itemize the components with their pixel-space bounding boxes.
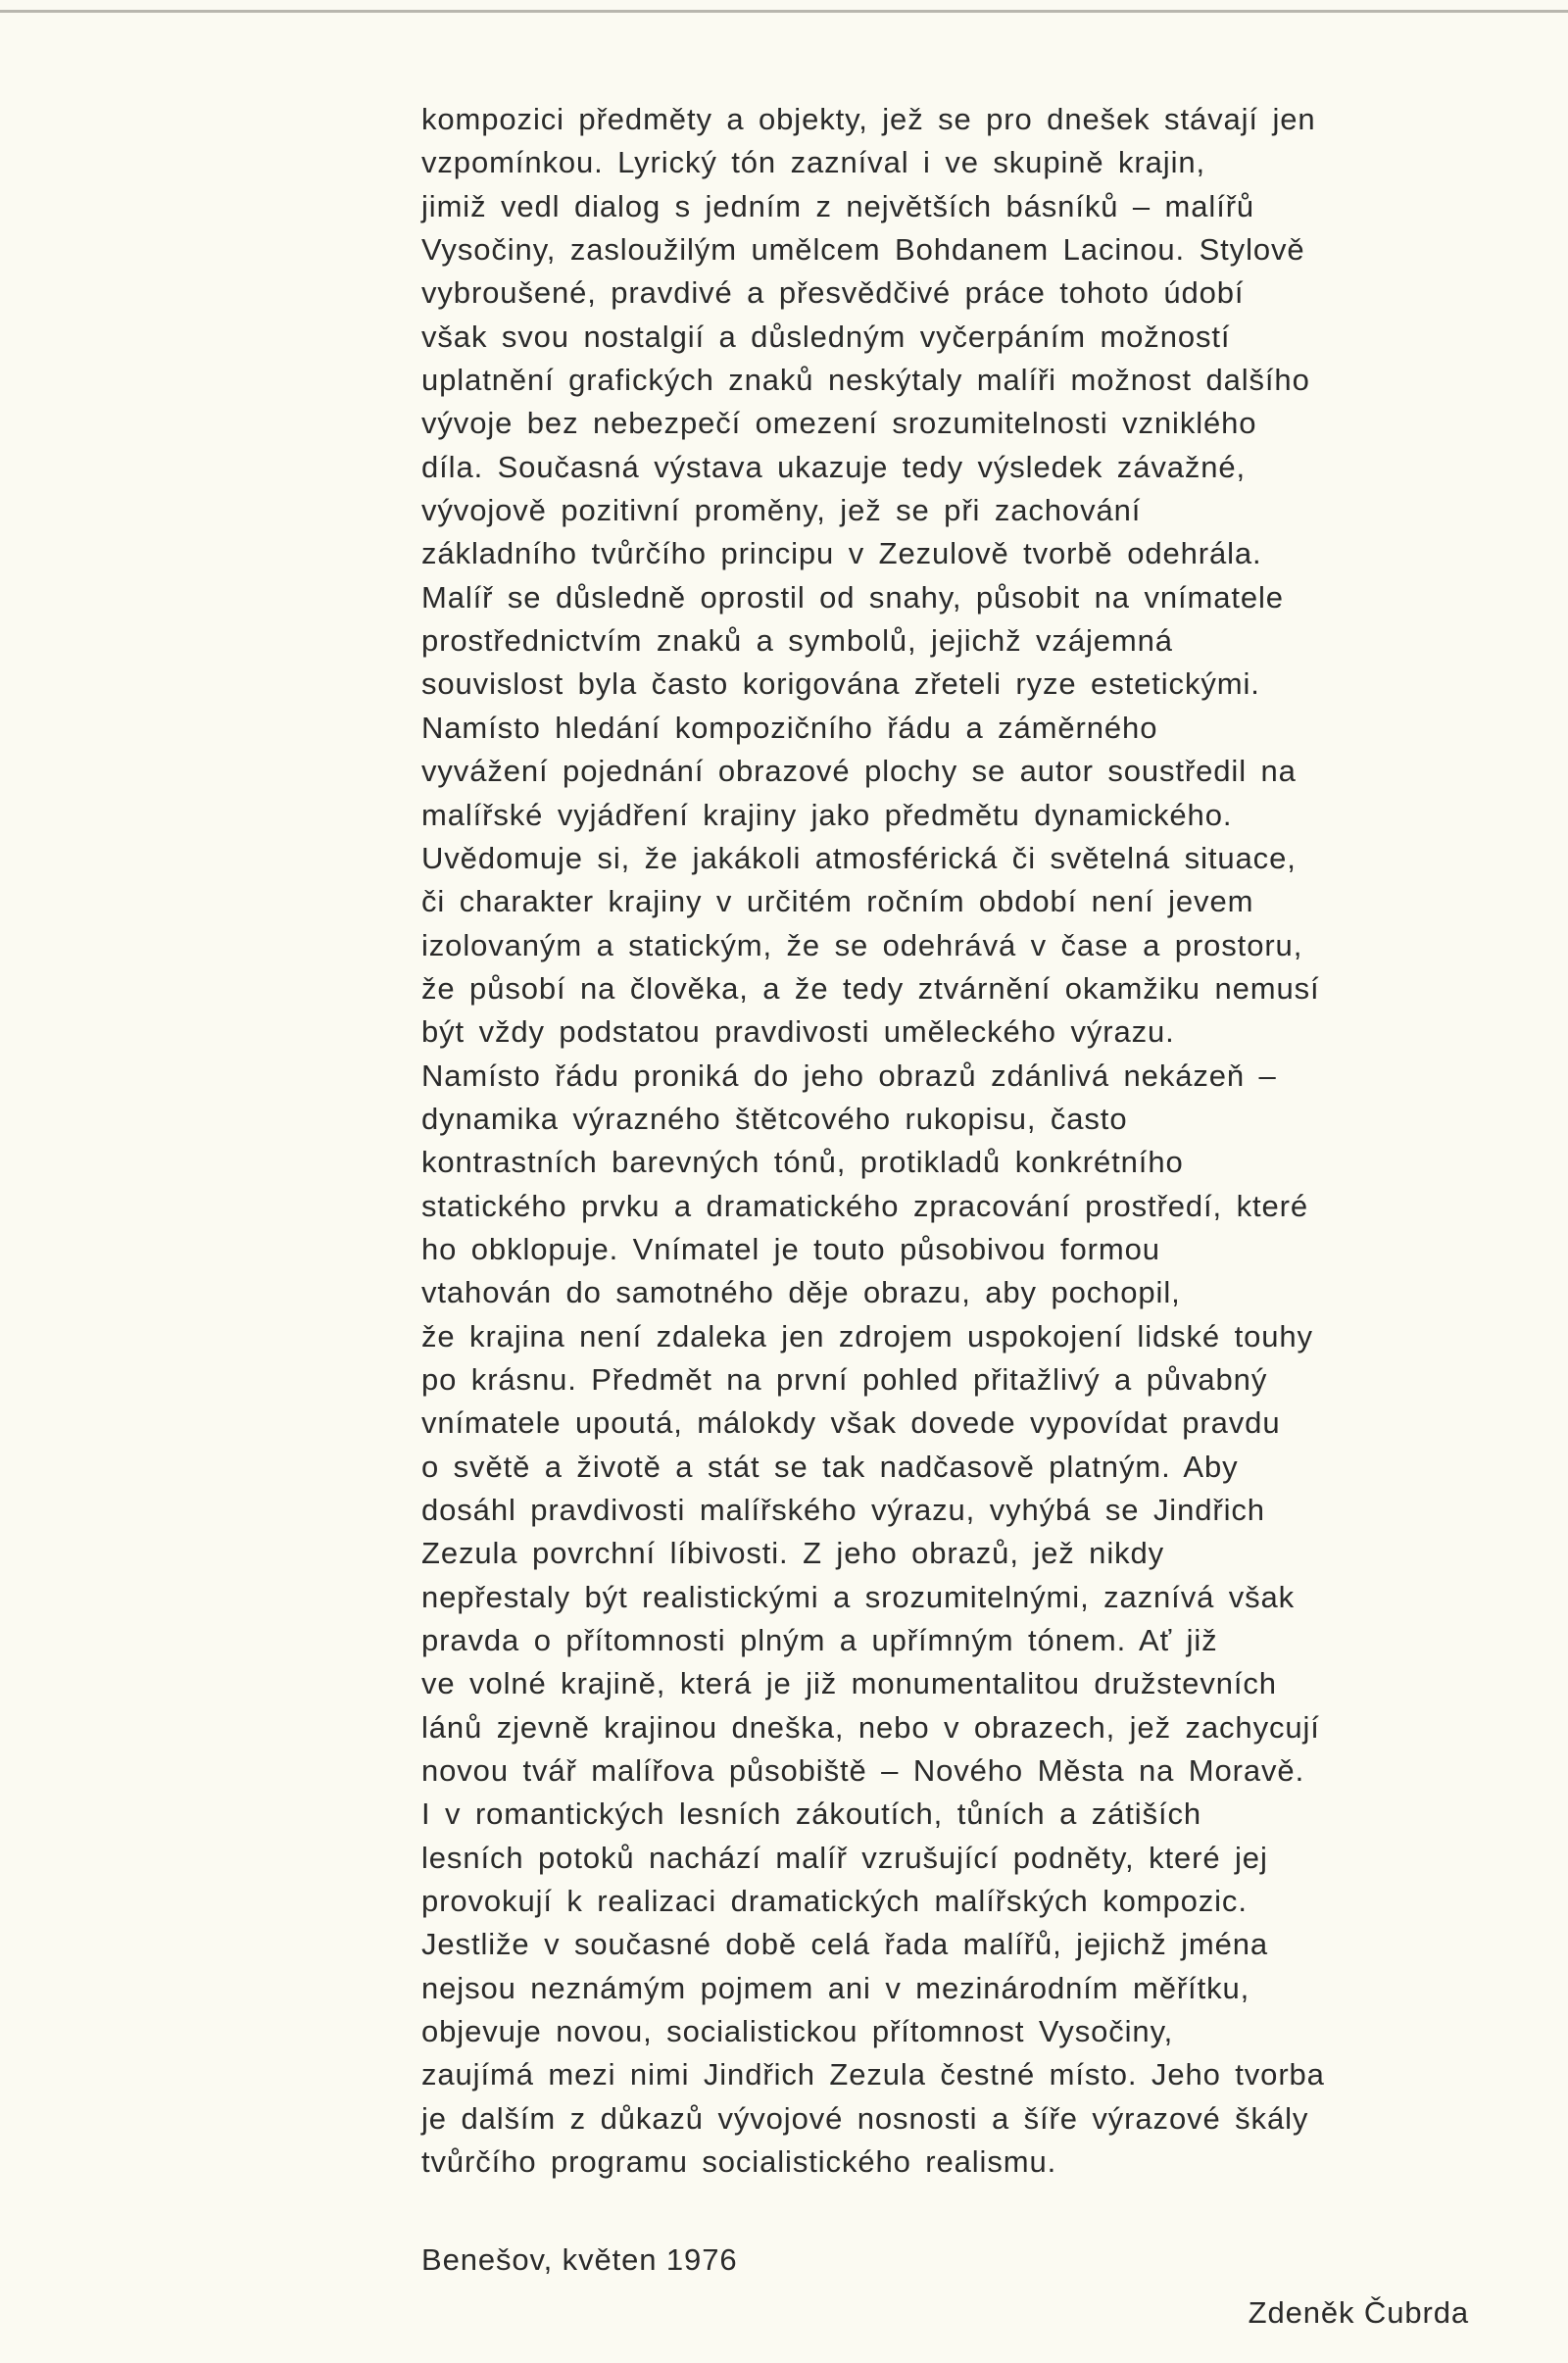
text-line: dosáhl pravdivosti malířského výrazu, vyhýbá se Jindřich xyxy=(421,1493,1265,1527)
text-line: vzpomínkou. Lyrický tón zazníval i ve skupině krajin, xyxy=(421,145,1206,180)
place-date: Benešov, květen 1976 xyxy=(421,2242,738,2277)
page-top-edge xyxy=(0,10,1568,13)
text-line: ve volné krajině, která je již monumentalitou družstevních xyxy=(421,1666,1277,1701)
text-line: kontrastních barevných tónů, protikladů konkrétního xyxy=(421,1145,1184,1180)
text-line: po krásnu. Předmět na první pohled přitažlivý a půvabný xyxy=(421,1361,1268,1397)
text-line: novou tvář malířova působiště – Nového Města na Moravě. xyxy=(421,1753,1305,1789)
text-line: nejsou neznámým pojmem ani v mezinárodním měřítku, xyxy=(421,1970,1250,2005)
text-line: díla. Současná výstava ukazuje tedy výsledek závažné, xyxy=(421,449,1247,484)
text-line: základního tvůrčího principu v Zezulově tvorbě odehrála. xyxy=(421,536,1262,571)
text-line: Vysočiny, zasloužilým umělcem Bohdanem Lacinou. Stylově xyxy=(421,232,1305,268)
text-line: souvislost byla často korigována zřeteli ryze estetickými. xyxy=(421,666,1260,702)
text-line: lesních potoků nachází malíř vzrušující podněty, které jej xyxy=(421,1840,1268,1875)
text-line: I v romantických lesních zákoutích, tůních a zátiších xyxy=(421,1797,1202,1832)
text-line: Namísto hledání kompozičního řádu a záměrného xyxy=(421,710,1158,745)
text-line: lánů zjevně krajinou dneška, nebo v obrazech, jež zachycují xyxy=(421,1709,1320,1745)
text-line: je dalším z důkazů vývojové nosnosti a šíře výrazové škály xyxy=(421,2100,1309,2136)
author-signature: Zdeněk Čubrda xyxy=(1248,2295,1469,2330)
text-line: být vždy podstatou pravdivosti uměleckého výrazu. xyxy=(421,1014,1175,1050)
text-line: prostřednictvím znaků a symbolů, jejichž vzájemná xyxy=(421,623,1173,659)
text-line: o světě a životě a stát se tak nadčasově platným. Aby xyxy=(421,1449,1239,1484)
text-line: Malíř se důsledně oprostil od snahy, působit na vnímatele xyxy=(421,579,1284,615)
text-line: vybroušené, pravdivé a přesvědčivé práce tohoto údobí xyxy=(421,275,1245,311)
text-line: zaujímá mezi nimi Jindřich Zezula čestné místo. Jeho tvorba xyxy=(421,2057,1325,2092)
body-text xyxy=(421,98,1499,2185)
text-line: Uvědomuje si, že jakákoli atmosférická či světelná situace, xyxy=(421,840,1297,875)
text-line: Namísto řádu proniká do jeho obrazů zdánlivá nekázeň – xyxy=(421,1058,1277,1093)
text-line: že krajina není zdaleka jen zdrojem uspokojení lidské touhy xyxy=(421,1318,1313,1354)
text-line: jimiž vedl dialog s jedním z největších básníků – malířů xyxy=(421,188,1255,223)
text-line: vyvážení pojednání obrazové plochy se autor soustředil na xyxy=(421,754,1297,789)
text-line: kompozici předměty a objekty, jež se pro dnešek stávají jen xyxy=(421,102,1316,136)
text-line: vývoje bez nebezpečí omezení srozumitelnosti vzniklého xyxy=(421,406,1257,441)
text-line: Zezula povrchní líbivosti. Z jeho obrazů, jež nikdy xyxy=(421,1536,1165,1571)
text-line: vnímatele upoutá, málokdy však dovede vypovídat pravdu xyxy=(421,1405,1281,1441)
text-line: izolovaným a statickým, že se odehrává v čase a prostoru, xyxy=(421,927,1303,962)
text-line: pravda o přítomnosti plným a upřímným tónem. Ať již xyxy=(421,1623,1218,1658)
text-line: vtahován do samotného děje obrazu, aby pochopil, xyxy=(421,1275,1181,1310)
text-line: ho obklopuje. Vnímatel je touto působivou formou xyxy=(421,1231,1160,1266)
text-line: nepřestaly být realistickými a srozumitelnými, zaznívá však xyxy=(421,1579,1296,1614)
text-line: dynamika výrazného štětcového rukopisu, často xyxy=(421,1101,1128,1136)
text-line: provokují k realizaci dramatických malířských kompozic. xyxy=(421,1884,1248,1919)
text-line: však svou nostalgií a důsledným vyčerpáním možností xyxy=(421,319,1231,354)
text-line: vývojově pozitivní proměny, jež se při zachování xyxy=(421,493,1142,528)
text-line: tvůrčího programu socialistického realismu. xyxy=(421,2144,1057,2180)
text-line: že působí na člověka, a že tedy ztvárnění okamžiku nemusí xyxy=(421,970,1320,1006)
text-line: malířské vyjádření krajiny jako předmětu dynamického. xyxy=(421,797,1233,832)
text-line: či charakter krajiny v určitém ročním období není jevem xyxy=(421,884,1254,919)
text-line: objevuje novou, socialistickou přítomnost Vysočiny, xyxy=(421,2014,1174,2049)
text-line: Jestliže v současné době celá řada malířů, jejichž jména xyxy=(421,1927,1269,1962)
text-line: statického prvku a dramatického zpracování prostředí, které xyxy=(421,1188,1308,1223)
text-line: uplatnění grafických znaků neskýtaly malíři možnost dalšího xyxy=(421,363,1310,398)
